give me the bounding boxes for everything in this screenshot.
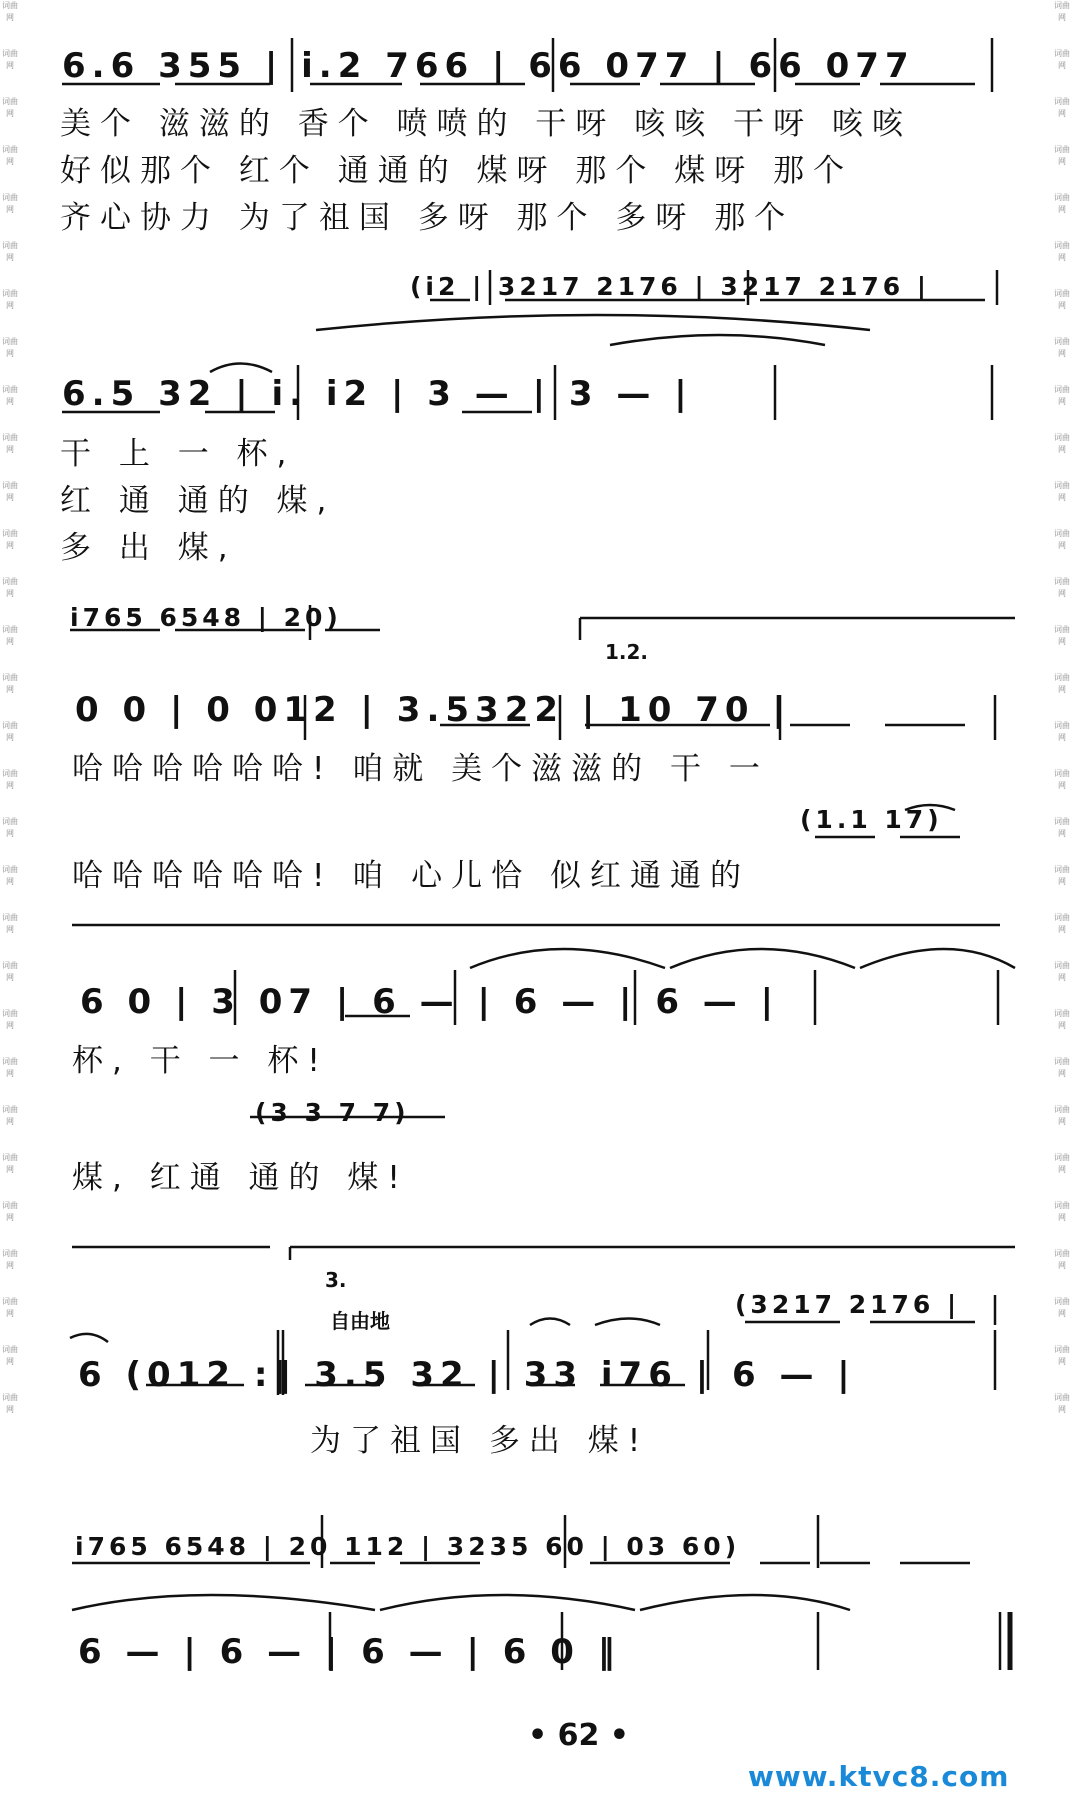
s2-lyric-1: 干 上 一 杯, — [60, 436, 296, 472]
s3-notes: 0 0 | 0 012 | 3.5322 | 10 70 | — [75, 690, 791, 730]
s2-lyric-2: 红 通 通的 煤, — [60, 483, 336, 519]
s3-lyric-1: 哈哈哈哈哈哈! 咱就 美个滋滋的 干 一 — [72, 751, 769, 787]
tempo-marking: 自由地 — [330, 1309, 390, 1333]
s1-lyric-1: 美个 滋滋的 香个 喷喷的 干呀 咳咳 干呀 咳咳 — [60, 106, 912, 142]
s3-accompaniment-2: (1.1 17) — [800, 805, 943, 834]
s3-lyric-2: 哈哈哈哈哈哈! 咱 心儿恰 似红通通的 — [72, 858, 750, 894]
volta-3: 3. — [325, 1268, 347, 1292]
s4-lyric-2: 煤, 红通 通的 煤! — [72, 1160, 409, 1196]
s2-accompaniment: (i2 | 3217 2176 | 3217 2176 | — [410, 272, 931, 301]
s4-accompaniment: (3 3 7 7) — [255, 1098, 410, 1127]
s5-lyric: 为了祖国 多出 煤! — [310, 1423, 650, 1459]
left-watermark-strip: 词曲网 词曲网 词曲网 词曲网 词曲网 词曲网 词曲网 词曲网 词曲网 词曲网 词曲网 词曲网 词曲网 词曲网 词曲网 词曲网 词曲网 词曲网 词曲网 词曲网 词曲网 词曲网 词曲网 词曲网 词曲网 词曲网 词曲网 词曲网 词曲网 词曲网 — [2, 1, 18, 1414]
s1-lyric-2: 好似那个 红个 通通的 煤呀 那个 煤呀 那个 — [60, 153, 854, 189]
s4-lyric-1: 杯, 干 一 杯! — [72, 1043, 329, 1079]
s1-notes: 6.6 355 | i.2 766 | 66 077 | 66 077 — [62, 46, 915, 86]
s2-lyric-3: 多 出 煤, — [60, 530, 237, 566]
right-watermark-strip: 词曲网 词曲网 词曲网 词曲网 词曲网 词曲网 词曲网 词曲网 词曲网 词曲网 词曲网 词曲网 词曲网 词曲网 词曲网 词曲网 词曲网 词曲网 词曲网 词曲网 词曲网 词曲网 词曲网 词曲网 词曲网 词曲网 词曲网 词曲网 词曲网 词曲网 — [1054, 1, 1070, 1414]
s4-notes: 6 0 | 3 07 | 6 — | 6 — | 6 — | — [80, 982, 780, 1022]
s2-notes: 6.5 32 | i. i2 | 3 — | 3 — | — [62, 374, 693, 414]
page-number: • 62 • — [528, 1718, 629, 1753]
s5-notes: 6 (012 :‖ 3.5 32 | 33 i76 | 6 — | — [78, 1355, 856, 1395]
s5-accompaniment: (3217 2176 | — [735, 1290, 961, 1319]
s1-lyric-3: 齐心协力 为了祖国 多呀 那个 多呀 那个 — [60, 200, 795, 236]
site-watermark: www.ktvc8.com — [748, 1760, 1010, 1793]
s6-notes: 6 — | 6 — | 6 — | 6 0 ‖ — [78, 1632, 621, 1672]
volta-1-2: 1.2. — [605, 640, 649, 664]
s6-accompaniment: i765 6548 | 20 112 | 3235 60 | 03 60) — [75, 1532, 741, 1561]
s3-accompaniment: i765 6548 | 20) — [70, 603, 342, 632]
